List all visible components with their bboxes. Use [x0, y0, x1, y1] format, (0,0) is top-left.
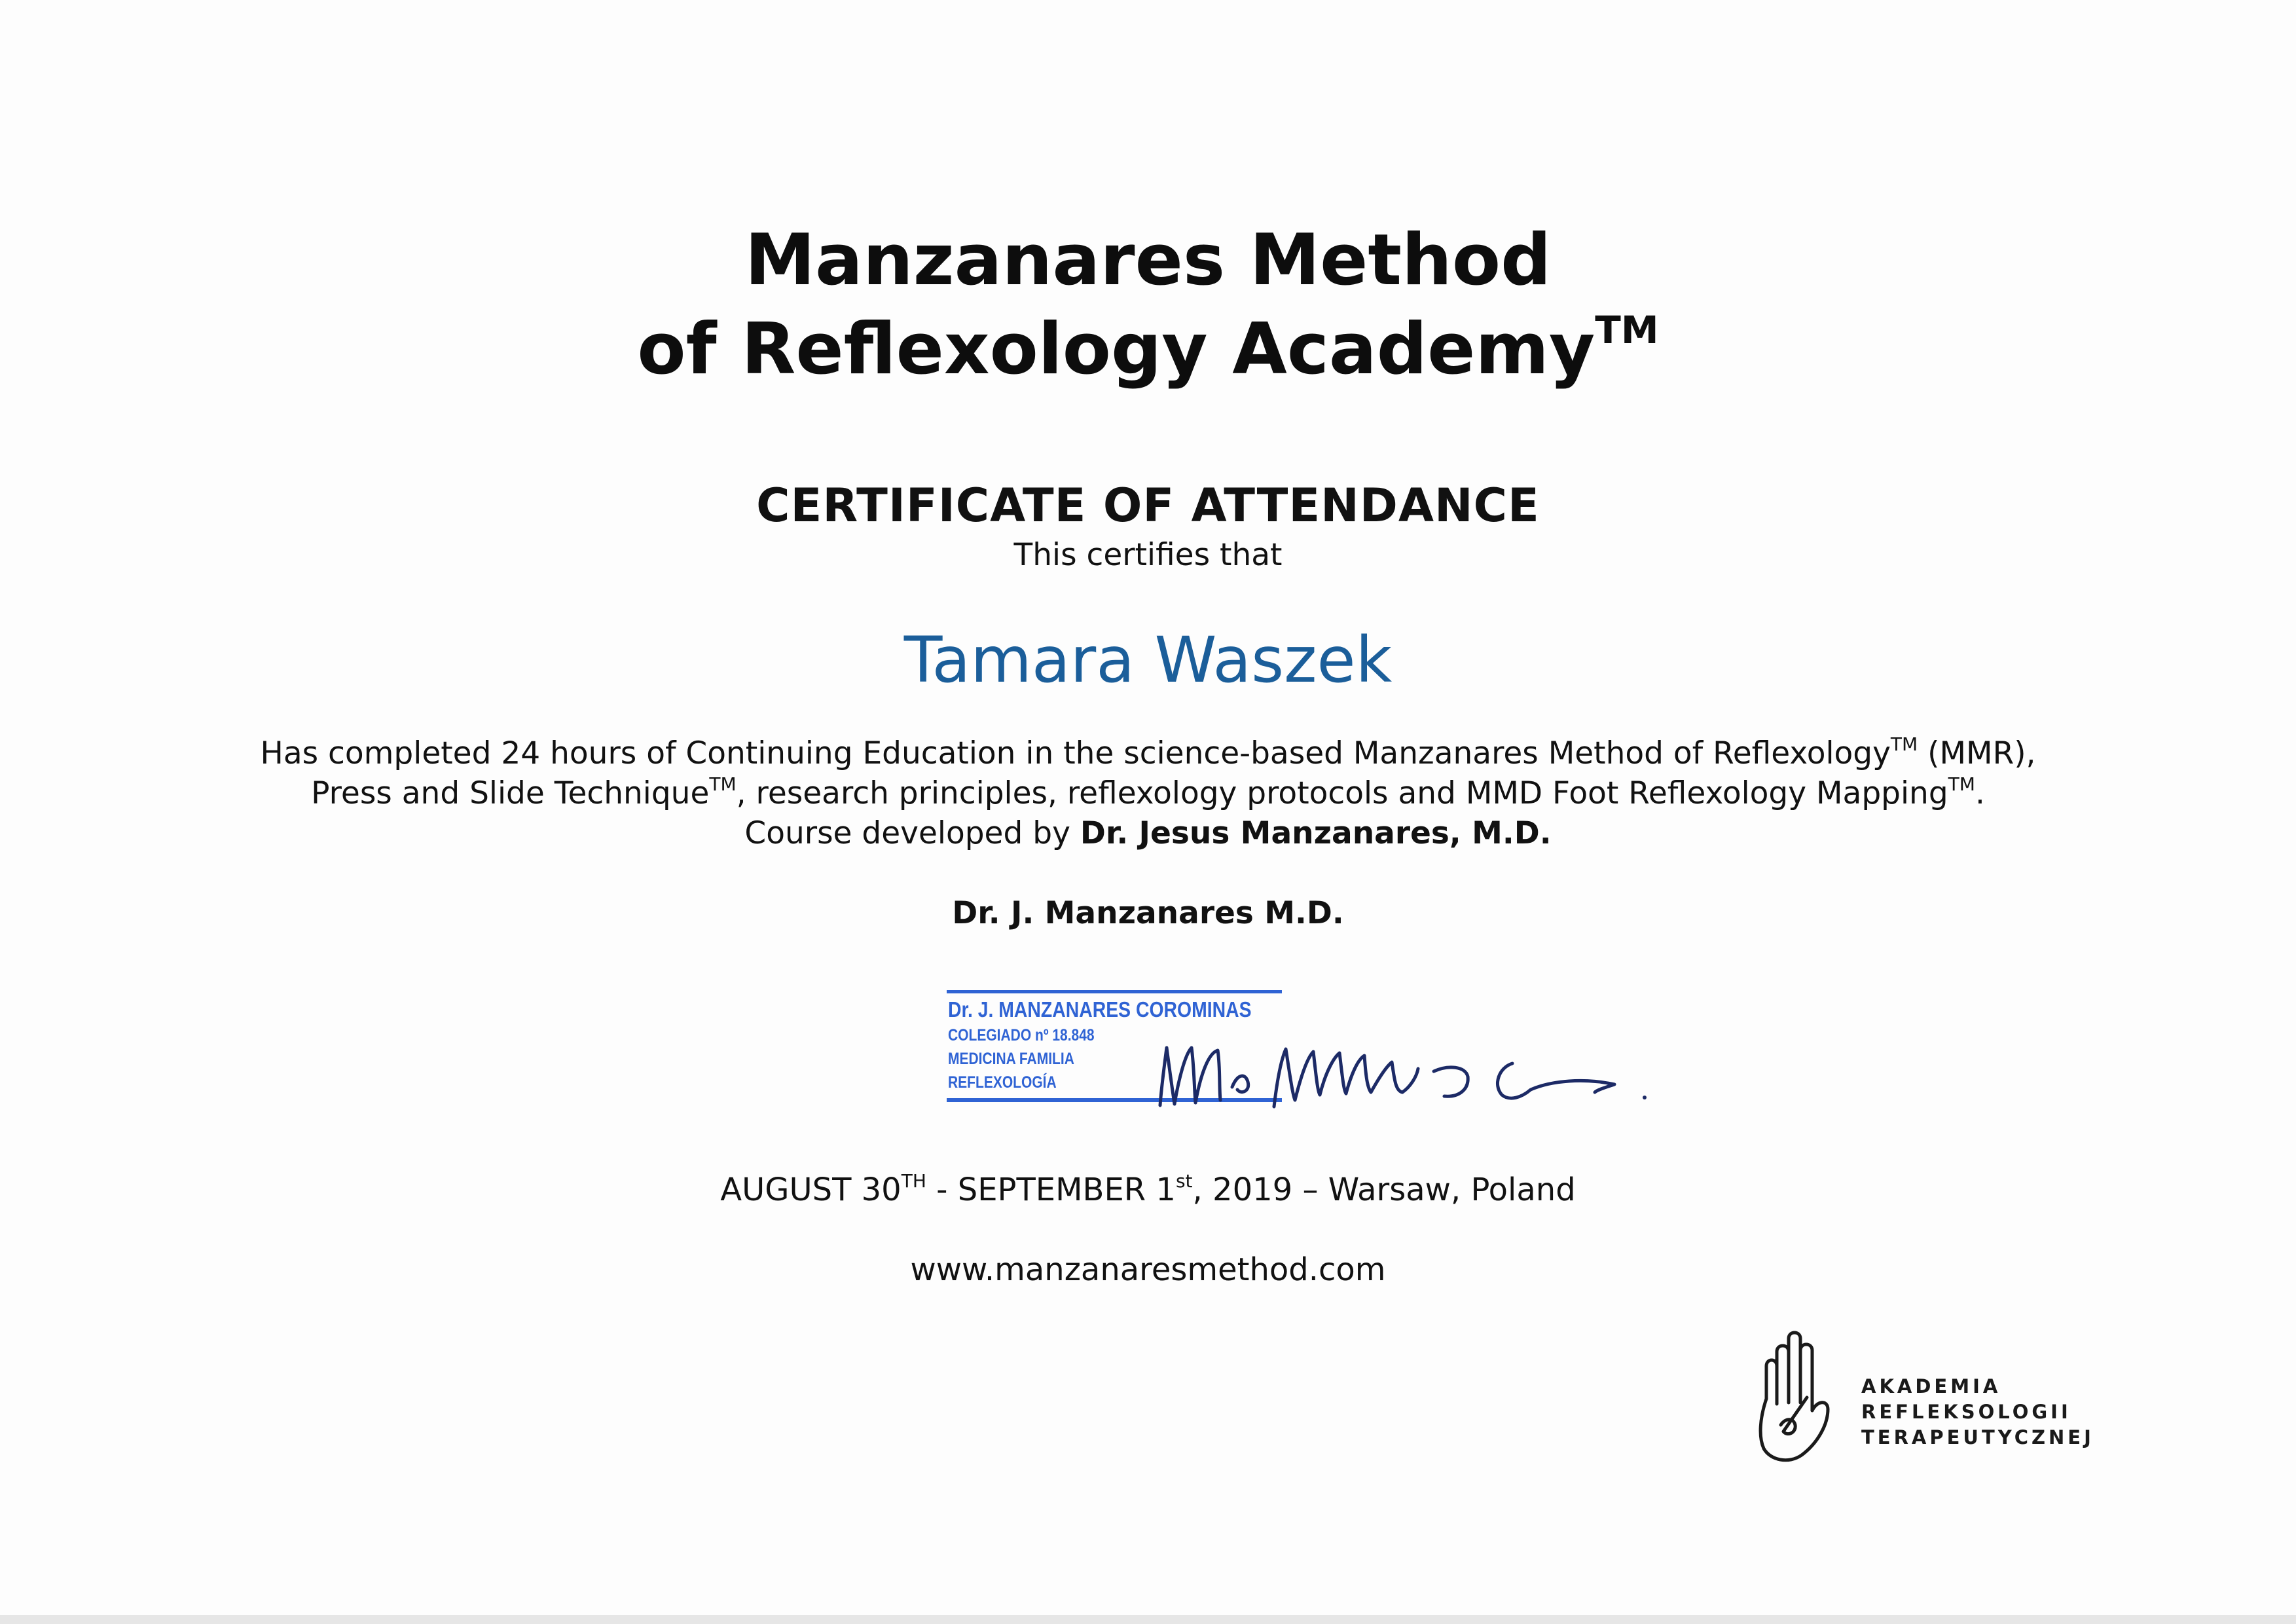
description-line2-text: Press and Slide Technique: [311, 775, 710, 811]
date-start-suffix: TH: [901, 1170, 926, 1192]
stamp-field: REFLEXOLOGÍA: [948, 1073, 1057, 1092]
description-line1-text: Has completed 24 hours of Continuing Education in the science-based Manzanares Method of Reflexology: [260, 735, 1891, 771]
description-line1: [0, 733, 2296, 773]
course-description: [0, 733, 2296, 853]
stamp-top-rule: [947, 990, 1282, 993]
certificate-heading: CERTIFICATE OF ATTENDANCE: [756, 479, 1540, 532]
hand-icon: [1755, 1327, 1833, 1467]
description-line2: [0, 773, 2296, 813]
trademark-mark: TM: [1948, 773, 1975, 795]
description-line2-mid: , research principles, reflexology protocols and MMD Foot Reflexology Mapping: [736, 775, 1948, 811]
description-line3-text: Course developed by: [744, 815, 1080, 851]
academy-title-line2: [0, 305, 2296, 394]
academy-title-line2-text: of Reflexology Academy: [637, 308, 1595, 390]
stamp-registration: COLEGIADO nº 18.848: [948, 1026, 1095, 1044]
stamp-specialty: MEDICINA FAMILIA: [948, 1050, 1074, 1068]
trademark-mark: TM: [1890, 733, 1918, 755]
certifies-text: This certifies that: [1013, 537, 1283, 573]
logo-line1: AKADEMIA: [1861, 1375, 2001, 1397]
description-line2-end: .: [1975, 775, 1985, 811]
signer-name: Dr. J. Manzanares M.D.: [952, 895, 1344, 931]
trademark-mark: TM: [1595, 308, 1659, 352]
recipient-name: Tamara Waszek: [903, 623, 1393, 697]
date-end: - SEPTEMBER 1: [926, 1172, 1176, 1208]
scan-bottom-edge: [0, 1615, 2296, 1624]
date-start: AUGUST 30: [720, 1172, 902, 1208]
description-line3: [0, 813, 2296, 853]
date-year-location: , 2019 – Warsaw, Poland: [1192, 1172, 1576, 1208]
academy-logo-text: [1861, 1374, 2094, 1450]
description-line1-end: (MMR),: [1918, 735, 2036, 771]
trademark-mark: TM: [709, 773, 737, 795]
academy-title-line1: Manzanares Method: [744, 219, 1552, 301]
handwritten-signature: [1152, 1022, 1663, 1120]
logo-line2: REFLEKSOLOGII: [1861, 1401, 2071, 1423]
website-link[interactable]: www.manzanaresmethod.com: [910, 1251, 1386, 1288]
course-developer: Dr. Jesus Manzanares, M.D.: [1080, 815, 1552, 851]
academy-title: [0, 216, 2296, 394]
date-end-suffix: st: [1175, 1170, 1193, 1192]
event-dates: [0, 1170, 2296, 1210]
stamp-doctor-name: Dr. J. MANZANARES COROMINAS: [948, 997, 1252, 1022]
logo-line3: TERAPEUTYCZNEJ: [1861, 1426, 2094, 1449]
